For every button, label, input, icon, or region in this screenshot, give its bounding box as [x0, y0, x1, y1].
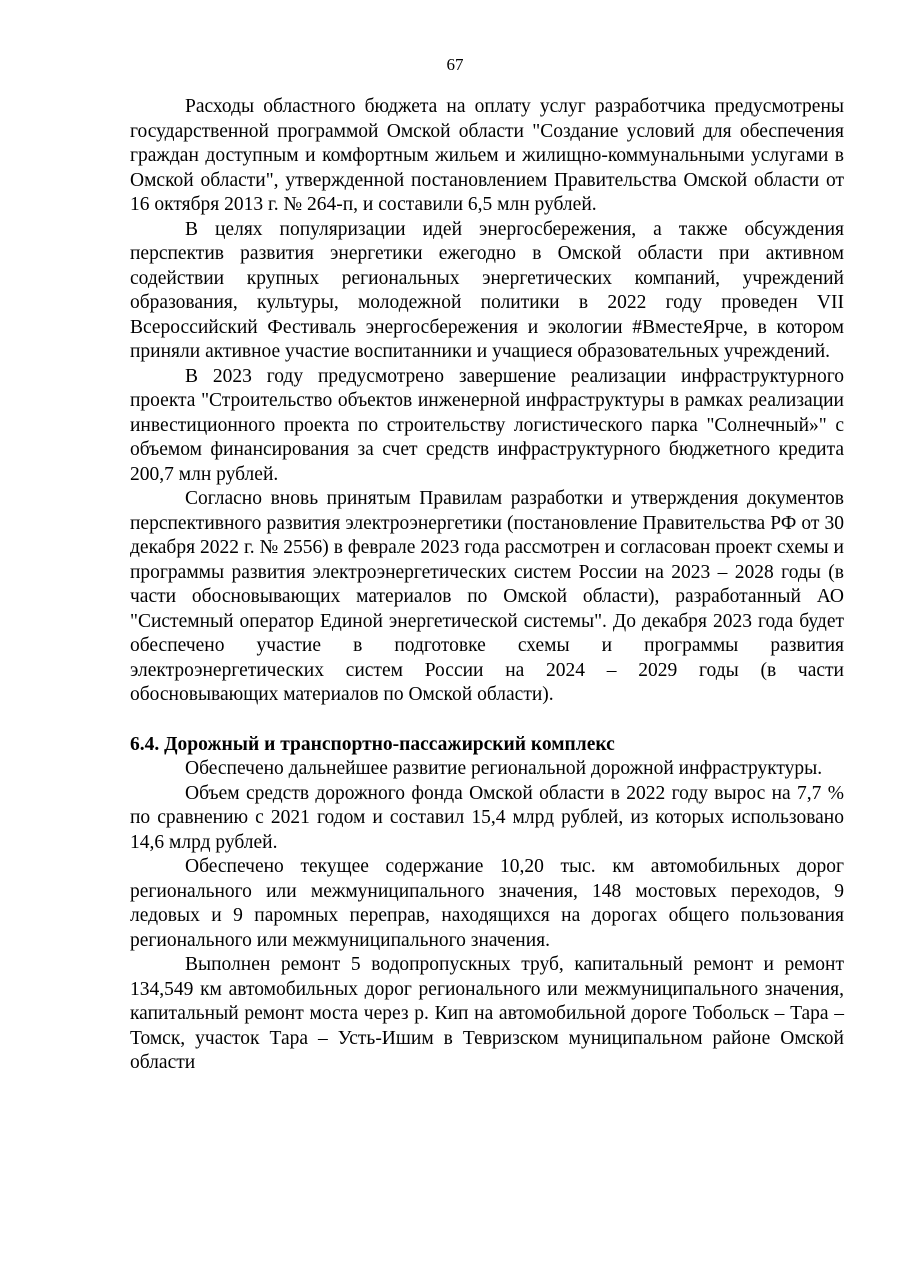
page-body	[130, 95, 844, 1076]
paragraph-road-infrastructure: Обеспечено дальнейшее развитие региональной дорожной инфраструктуры.	[185, 758, 823, 779]
paragraph-road-fund: Объем средств дорожного фонда Омской области в 2022 году вырос на 7,7 % по сравнению с 2021 годом и составил 15,4 млрд рублей, из которых использовано 14,6 млрд рублей.	[130, 782, 844, 853]
paragraph-budget-expenses: Расходы областного бюджета на оплату услуг разработчика предусмотрены государственной программой Омской области "Создание условий для обеспечения граждан доступным и комфортным жильем и жилищно-коммунальными услугами в Омской области", утвержденной постановлением Правительства Омской области от 16 октября 2013 г. № 264-п, и составили 6,5 млн рублей.	[130, 96, 844, 215]
paragraph-infrastructure-project: В 2023 году предусмотрено завершение реализации инфраструктурного проекта "Строительство объектов инженерной инфраструктуры в рамках реализации инвестиционного проекта по строительству логистического парка "Солнечный»" с объемом финансирования за счет средств инфраструктурного бюджетного кредита 200,7 млн рублей.	[130, 365, 844, 485]
page-number: 67	[446, 55, 464, 74]
paragraph-road-repair: Выполнен ремонт 5 водопропускных труб, капитальный ремонт и ремонт 134,549 км автомобильных дорог регионального или межмуниципального значения, капитальный ремонт моста через р. Кип на автомобильной дороге Тобольск – Тара – Томск, участок Тара – Усть-Ишим в Тевризском муниципальном районе Омской области	[130, 954, 844, 1073]
paragraph-energy-festival: В целях популяризации идей энергосбережения, а также обсуждения перспектив развития энергетики ежегодно в Омской области при активном содействии крупных региональных энергетических компаний, учреждений образования, культуры, молодежной политики в 2022 году проведен VII Всероссийский Фестиваль энергосбережения и экологии #ВместеЯрче, в котором приняли активное участие воспитанники и учащиеся образовательных учреждений.	[130, 218, 844, 362]
paragraph-road-maintenance: Обеспечено текущее содержание 10,20 тыс. км автомобильных дорог регионального или межмуниципального значения, 148 мостовых переходов, 9 ледовых и 9 паромных переправ, находящихся на дорогах общего пользования регионального или межмуниципального значения.	[130, 856, 844, 951]
section-heading: 6.4. Дорожный и транспортно-пассажирский комплекс	[130, 733, 615, 755]
paragraph-electric-power-scheme: Согласно вновь принятым Правилам разработки и утверждения документов перспективного развития электроэнергетики (постановление Правительства РФ от 30 декабря 2022 г. № 2556) в феврале 2023 года рассмотрен и согласован проект схемы и программы развития электроэнергетических систем России на 2023 – 2028 годы (в части обосновывающих материалов по Омской области), разработанный АО "Системный оператор Единой энергетической системы". До декабря 2023 года будет обеспечено участие в подготовке схемы и программы развития электроэнергетических систем России на 2024 – 2029 годы (в части обосновывающих материалов по Омской области).	[130, 488, 844, 705]
